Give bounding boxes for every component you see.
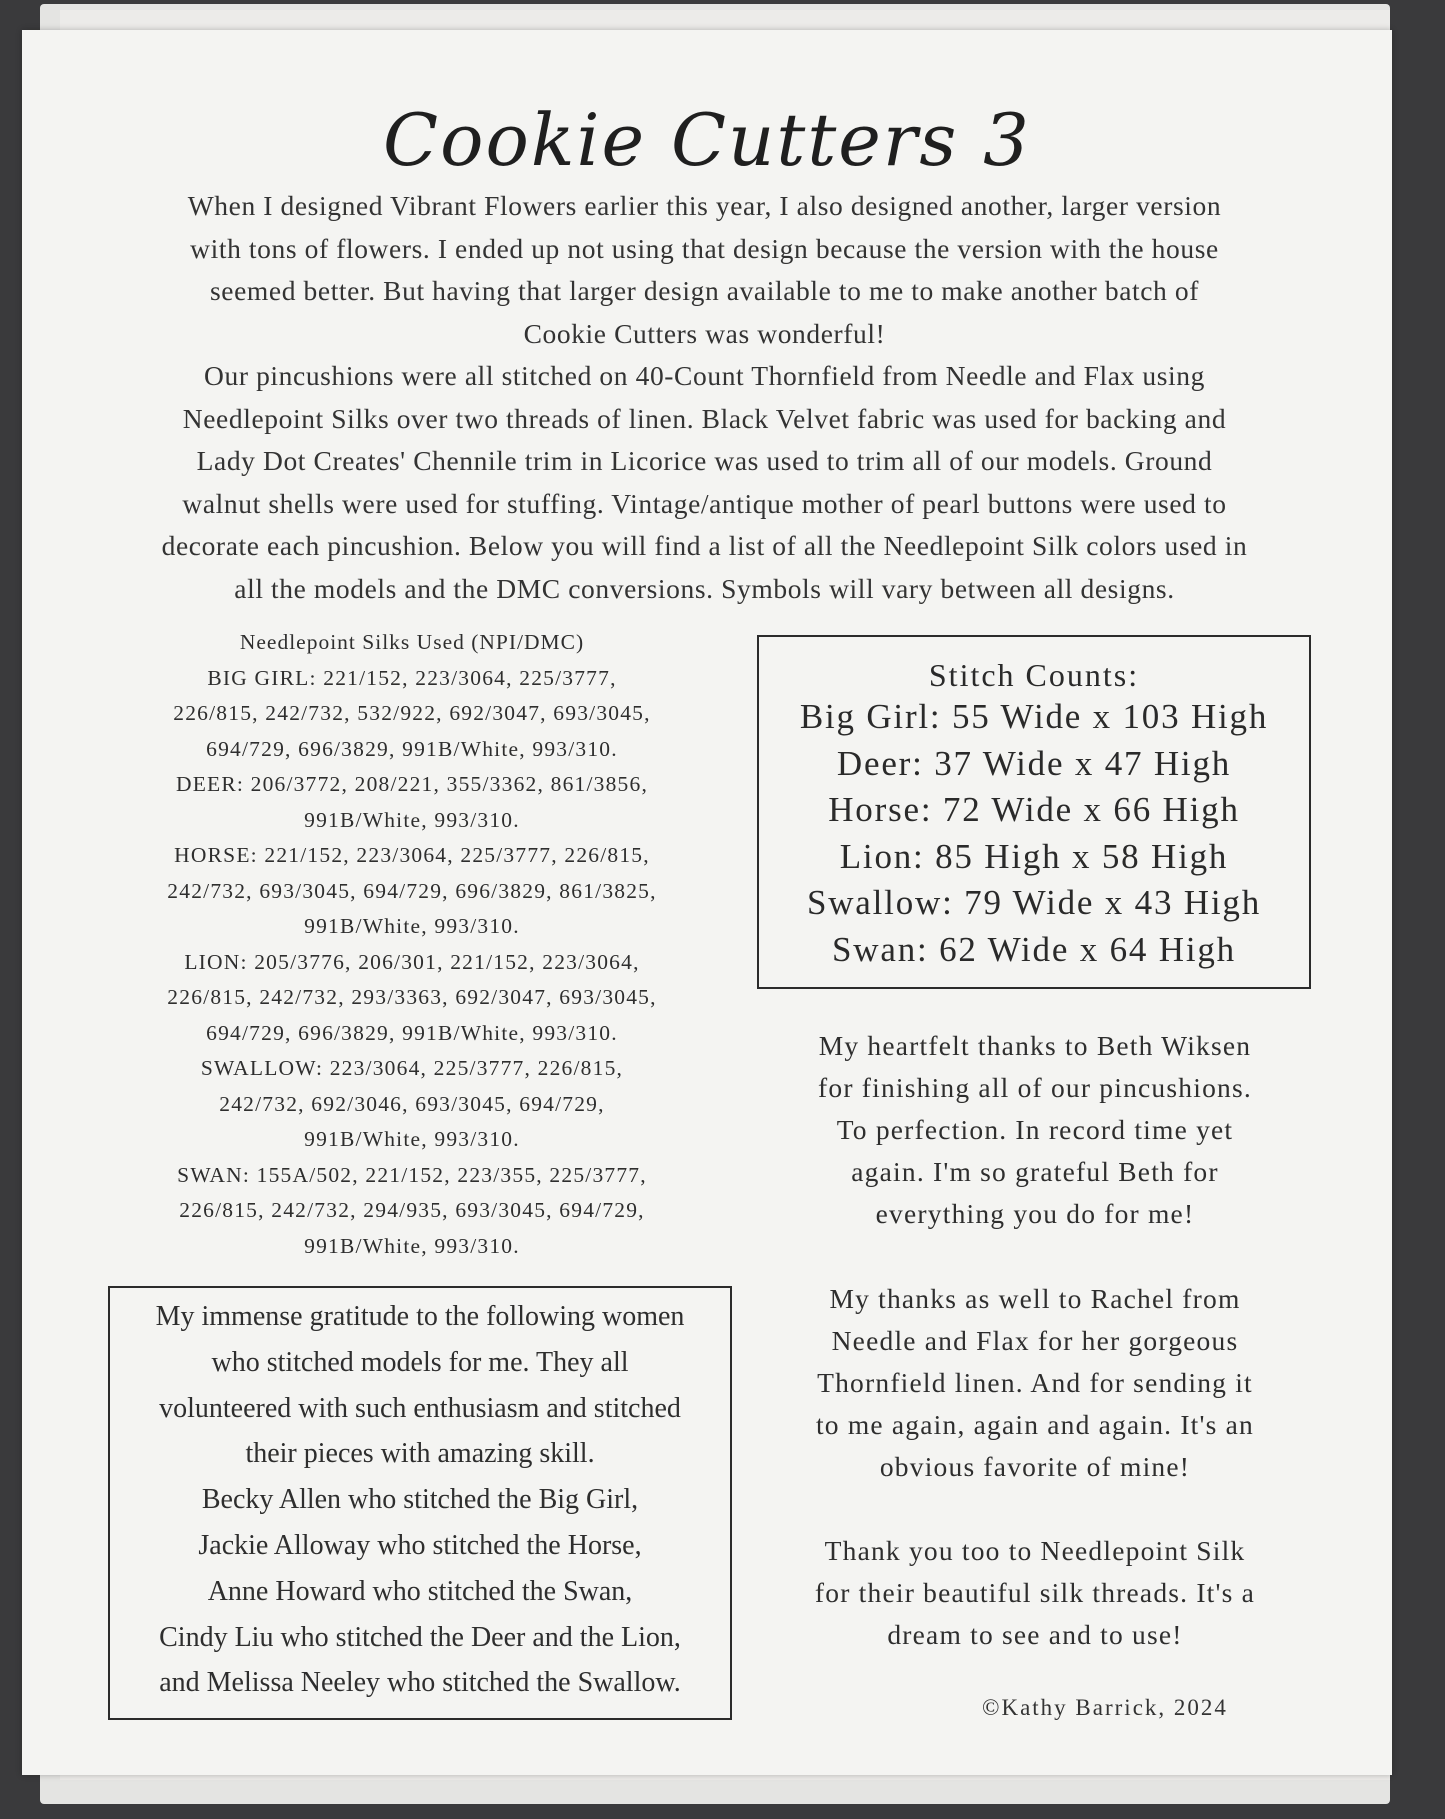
gratitude-line: Cindy Liu who stitched the Deer and the Lion,: [159, 1621, 681, 1653]
thanks-line: To perfection. In record time yet: [836, 1114, 1234, 1145]
gratitude-line: My immense gratitude to the following women: [155, 1301, 685, 1332]
gratitude-line: Becky Allen who stitched the Big Girl,: [201, 1484, 639, 1516]
silks-line: LION: 205/3776, 206/301, 221/152, 223/3064,: [184, 949, 640, 974]
intro-line: Needlepoint Silks over two threads of linen. Black Velvet fabric was used for backing and: [182, 402, 1227, 434]
silks-line: 226/815, 242/732, 294/935, 693/3045, 694/729,: [179, 1198, 645, 1222]
copyright-notice: ©Kathy Barrick, 2024: [982, 1695, 1228, 1720]
stitch-counts-title: Stitch Counts:: [928, 657, 1140, 693]
thanks-rachel: [755, 1278, 1315, 1488]
silks-line: 226/815, 242/732, 532/922, 692/3047, 693/3045,: [173, 701, 651, 725]
silks-line: 242/732, 692/3046, 693/3045, 694/729,: [219, 1091, 605, 1116]
silks-line: SWAN: 155A/502, 221/152, 223/355, 225/3777,: [177, 1162, 647, 1187]
thanks-silk: [755, 1530, 1315, 1656]
intro-line: with tons of flowers. I ended up not using that design because the version with the house: [190, 232, 1219, 264]
stitch-count-row: Horse: 72 Wide x 66 High: [828, 790, 1240, 829]
silks-line: 991B/White, 993/310.: [304, 1233, 520, 1258]
intro-line: Lady Dot Creates' Chennile trim in Licorice was used to trim all of our models. Ground: [196, 445, 1213, 476]
intro-line: When I designed Vibrant Flowers earlier this year, I also designed another, larger version: [187, 190, 1222, 221]
silks-line: BIG GIRL: 221/152, 223/3064, 225/3777,: [207, 665, 617, 690]
stitch-count-row: Big Girl: 55 Wide x 103 High: [799, 697, 1269, 736]
gratitude-box: [108, 1286, 732, 1720]
intro-text: [112, 185, 1297, 610]
thanks-line: obvious favorite of mine!: [879, 1451, 1191, 1482]
thanks-line: to me again, again and again. It's an: [815, 1409, 1255, 1440]
thanks-line: My thanks as well to Rachel from: [829, 1283, 1241, 1314]
gratitude-line: and Melissa Neeley who stitched the Swallow.: [159, 1667, 681, 1699]
document-title: Cookie Cutters 3: [383, 98, 1031, 182]
stitch-counts-box: [757, 635, 1311, 989]
thanks-line: My heartfelt thanks to Beth Wiksen: [818, 1030, 1252, 1061]
thanks-line: dream to see and to use!: [887, 1619, 1183, 1650]
document-page: [22, 30, 1392, 1775]
stitch-count-row: Swallow: 79 Wide x 43 High: [806, 883, 1262, 922]
silks-line: DEER: 206/3772, 208/221, 355/3362, 861/3856,: [175, 772, 649, 796]
intro-line: decorate each pincushion. Below you will find a list of all the Needlepoint Silk colors used in: [161, 530, 1248, 561]
gratitude-line: Jackie Alloway who stitched the Horse,: [198, 1529, 642, 1561]
intro-line: all the models and the DMC conversions. Symbols will vary between all designs.: [234, 572, 1175, 604]
stitch-count-row: Deer: 37 Wide x 47 High: [836, 743, 1232, 783]
intro-line: walnut shells were used for stuffing. Vintage/antique mother of pearl buttons were used to: [182, 487, 1227, 519]
thanks-line: for their beautiful silk threads. It's a: [814, 1577, 1256, 1608]
gratitude-line: who stitched models for me. They all: [211, 1346, 629, 1378]
gratitude-line: Anne Howard who stitched the Swan,: [207, 1575, 633, 1607]
thanks-line: again. I'm so grateful Beth for: [851, 1156, 1219, 1187]
thanks-line: for finishing all of our pincushions.: [818, 1072, 1252, 1103]
silks-line: 242/732, 693/3045, 694/729, 696/3829, 861/3825,: [167, 878, 657, 903]
silks-heading: Needlepoint Silks Used (NPI/DMC): [239, 630, 585, 654]
stitch-count-row: Swan: 62 Wide x 64 High: [832, 929, 1236, 969]
silks-line: HORSE: 221/152, 223/3064, 225/3777, 226/815,: [174, 843, 650, 867]
thanks-line: Thank you too to Needlepoint Silk: [824, 1535, 1246, 1566]
gratitude-line: volunteered with such enthusiasm and stitched: [159, 1392, 681, 1424]
thanks-line: everything you do for me!: [875, 1198, 1195, 1229]
thanks-line: Needle and Flax for her gorgeous: [831, 1325, 1239, 1356]
intro-line: Our pincushions were all stitched on 40-Count Thornfield from Needle and Flax using: [204, 360, 1205, 391]
thanks-line: Thornfield linen. And for sending it: [817, 1367, 1253, 1398]
intro-line: Cookie Cutters was wonderful!: [523, 317, 886, 349]
silks-line: 694/729, 696/3829, 991B/White, 993/310.: [206, 736, 618, 761]
silks-line: 694/729, 696/3829, 991B/White, 993/310.: [206, 1020, 618, 1045]
stitch-count-row: Lion: 85 High x 58 High: [839, 836, 1229, 876]
silks-line: 991B/White, 993/310.: [304, 807, 520, 832]
gratitude-line: their pieces with amazing skill.: [245, 1438, 595, 1470]
silks-line: 226/815, 242/732, 293/3363, 692/3047, 693/3045,: [167, 985, 657, 1009]
silks-line: 991B/White, 993/310.: [304, 914, 520, 938]
silks-line: 991B/White, 993/310.: [304, 1127, 520, 1151]
silks-list: [102, 625, 722, 1264]
silks-line: SWALLOW: 223/3064, 225/3777, 226/815,: [200, 1056, 624, 1080]
thanks-beth: [755, 1025, 1315, 1235]
intro-line: seemed better. But having that larger design available to me to make another batch of: [210, 275, 1199, 306]
